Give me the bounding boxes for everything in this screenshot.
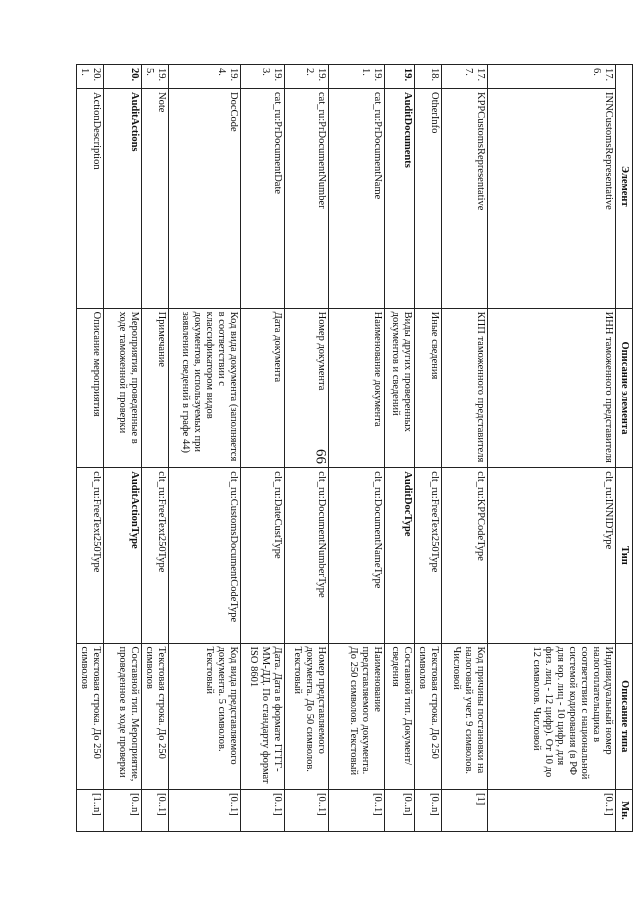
row-element-description: Дата документа — [240, 308, 284, 468]
page-number: 66 — [312, 449, 329, 464]
row-element: INNCustomsRepresentative — [487, 89, 615, 309]
row-type: clt_ru:DocumentNameType — [328, 468, 384, 643]
row-type-description: Код вида представляемого документа. 5 символов. Текстовый — [168, 643, 240, 789]
table-row — [76, 65, 103, 832]
row-multiplicity: [1] — [441, 789, 487, 831]
header-type-desc: Описание типа — [615, 643, 632, 789]
row-type: clt_ru:KPPCodeType — [441, 468, 487, 643]
row-type: clt_ru:FreeText250Type — [414, 468, 441, 643]
row-element-description: Описание мероприятия — [76, 308, 103, 468]
row-number: 19. — [384, 65, 414, 89]
row-element: AuditActions — [103, 89, 141, 309]
table-row — [328, 65, 384, 832]
row-type-description: Индивидуальный номер налогоплательщика в соответствии с национальной системой кодирования (в РФ для юр. лиц - 10 цифр, для физ. лиц - 12 цифр). От 10 до 12 символов. Числовой — [487, 643, 615, 789]
row-element: DocCode — [168, 89, 240, 309]
row-multiplicity: [0..1] — [284, 789, 328, 831]
row-type-description: Составной тип. Документ/сведения — [384, 643, 414, 789]
rotated-table-container — [78, 64, 633, 832]
table-row — [168, 65, 240, 832]
table-row — [487, 65, 615, 832]
row-type: AuditDocType — [384, 468, 414, 643]
header-type: Тип — [615, 468, 632, 643]
row-number: 17.7. — [441, 65, 487, 89]
row-element-description: Виды других проверенных документов и сведений — [384, 308, 414, 468]
row-element-description: Код вида документа (заполняется в соответствии с классификатором видов документов, используемых при заявлении сведений в графе 44) — [168, 308, 240, 468]
row-element: cat_ru:PrDocumentDate — [240, 89, 284, 309]
row-number: 19.5. — [141, 65, 168, 89]
row-element-description: Номер документа — [284, 308, 328, 468]
row-type-description: Дата. Дата в формате ГГГГ-ММ-ДД. По стандарту формат ISO 8601 — [240, 643, 284, 789]
row-element: AuditDocuments — [384, 89, 414, 309]
row-type-description: Текстовая строка. До 250 символов — [141, 643, 168, 789]
row-element-description: Мероприятия, проведенные в ходе таможенной проверки — [103, 308, 141, 468]
row-multiplicity: [0..1] — [168, 789, 240, 831]
row-type-description: Номер представляемого документа. До 50 символов. Текстовый — [284, 643, 328, 789]
row-element-description: ИНН таможенного представителя — [487, 308, 615, 468]
row-multiplicity: [0..n] — [384, 789, 414, 831]
row-type: AuditActionType — [103, 468, 141, 643]
row-element-description: Иные сведения — [414, 308, 441, 468]
row-element: ActionDescription — [76, 89, 103, 309]
table-row — [141, 65, 168, 832]
row-element: Note — [141, 89, 168, 309]
row-element-description: КПП таможенного представителя — [441, 308, 487, 468]
row-element: cat_ru:PrDocumentName — [328, 89, 384, 309]
row-number: 19.3. — [240, 65, 284, 89]
table-row — [284, 65, 328, 832]
row-element: OtherInfo — [414, 89, 441, 309]
row-element-description: Наименование документа — [328, 308, 384, 468]
table-row — [414, 65, 441, 832]
row-multiplicity: [0..n] — [414, 789, 441, 831]
row-type-description: Наименование представляемого документа. До 250 символов. Текстовый — [328, 643, 384, 789]
row-type: clt_ru:DocumentNumberType — [284, 468, 328, 643]
row-multiplicity: [0..n] — [103, 789, 141, 831]
table-row — [103, 65, 141, 832]
table-header-row — [615, 65, 632, 832]
row-multiplicity: [0..1] — [141, 789, 168, 831]
row-multiplicity: [0..1] — [487, 789, 615, 831]
row-type: clt_ru:CustomsDocumentCodeType — [168, 468, 240, 643]
row-type-description: Код причины постановки на налоговый учет. 9 символов. Числовой — [441, 643, 487, 789]
row-type-description: Составной тип. Мероприятие, проведенное в ходе проверки — [103, 643, 141, 789]
row-number: 17.6. — [487, 65, 615, 89]
header-element-desc: Описание элемента — [615, 308, 632, 468]
table-row — [441, 65, 487, 832]
row-multiplicity: [1..n] — [76, 789, 103, 831]
row-number: 19.2. — [284, 65, 328, 89]
row-type-description: Текстовая строка. До 250 символов — [76, 643, 103, 789]
row-type: clt_ru:FreeText250Type — [141, 468, 168, 643]
table-body — [76, 65, 615, 832]
row-type: clt_ru:FreeText250Type — [76, 468, 103, 643]
row-multiplicity: [0..1] — [240, 789, 284, 831]
header-mn: Мн. — [615, 789, 632, 831]
row-number: 19.1. — [328, 65, 384, 89]
row-type: clt_ru:INNIDType — [487, 468, 615, 643]
header-element: Элемент — [615, 65, 632, 309]
row-type-description: Текстовая строка. До 250 символов — [414, 643, 441, 789]
table-row — [384, 65, 414, 832]
row-number: 18. — [414, 65, 441, 89]
row-element: KPPCustomsRepresentative — [441, 89, 487, 309]
table-row — [240, 65, 284, 832]
row-number: 19.4. — [168, 65, 240, 89]
row-element: cat_ru:PrDocumentNumber — [284, 89, 328, 309]
row-element-description: Примечание — [141, 308, 168, 468]
row-type: clt_ru:DateCustType — [240, 468, 284, 643]
row-multiplicity: [0..1] — [328, 789, 384, 831]
row-number: 20.1. — [76, 65, 103, 89]
schema-table — [76, 64, 633, 832]
row-number: 20. — [103, 65, 141, 89]
